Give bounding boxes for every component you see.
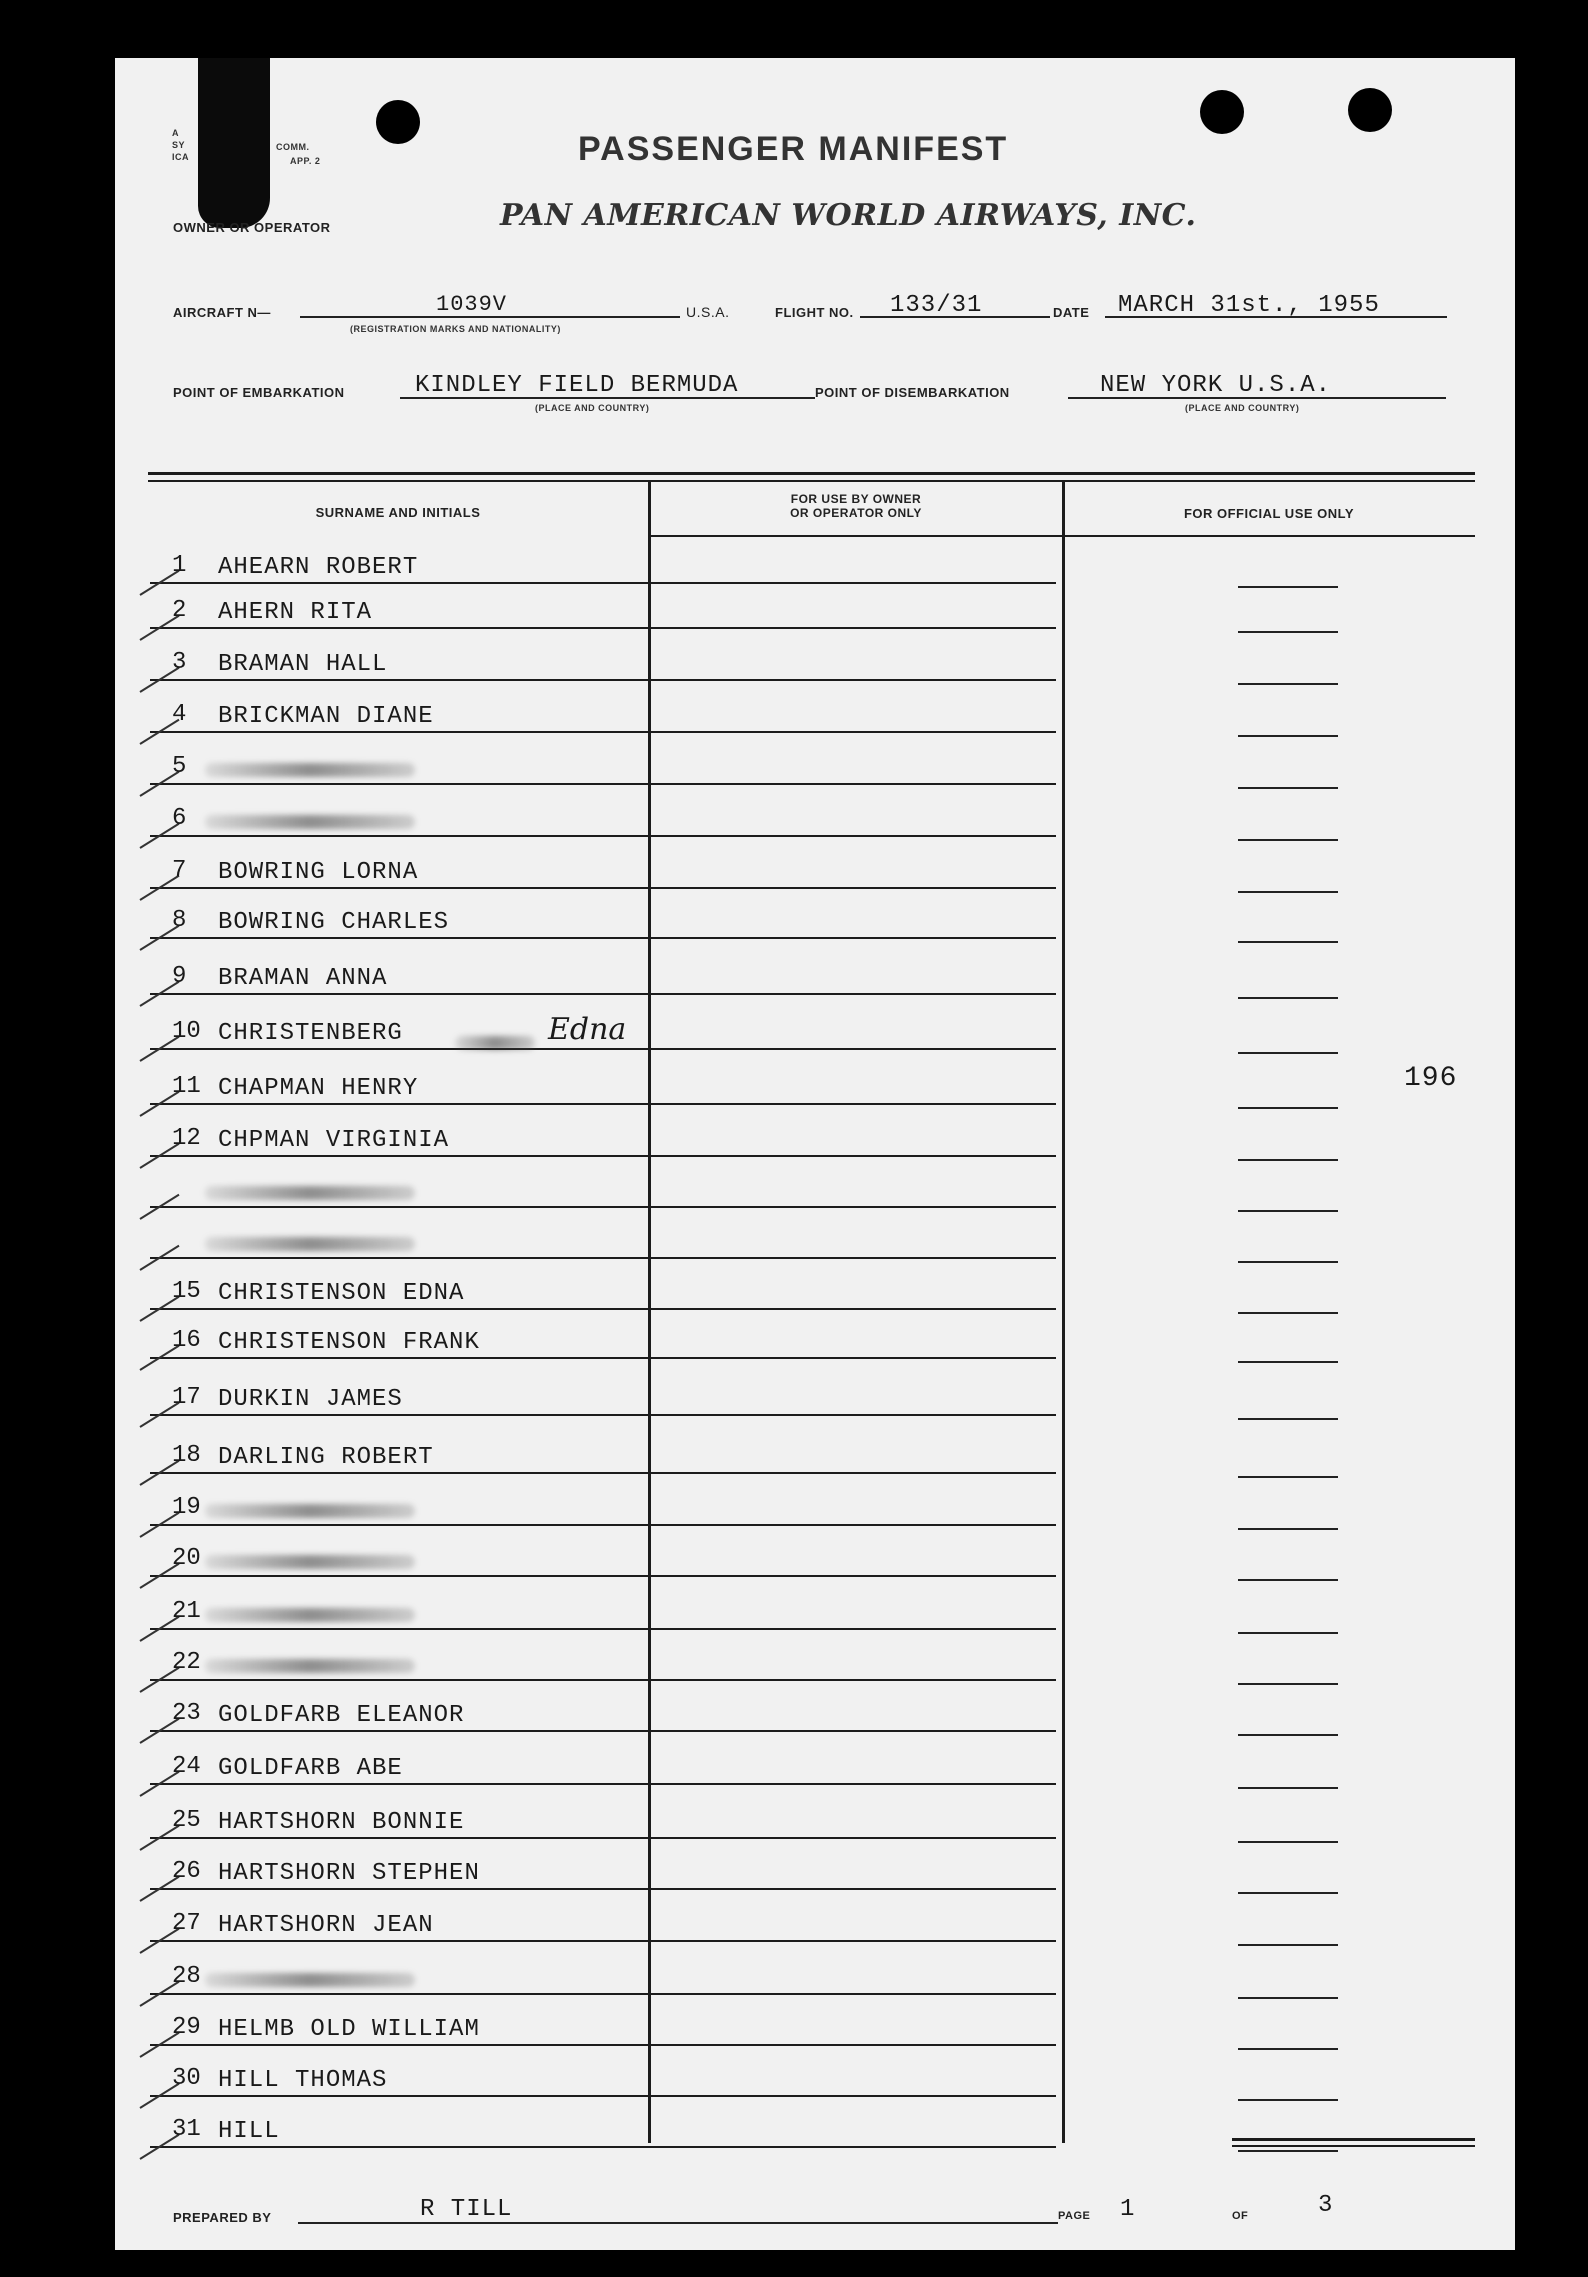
row-number: 17 [172, 1384, 201, 1411]
table-bottom-rule-2 [1232, 2145, 1475, 2147]
row-number: 31 [172, 2116, 201, 2143]
form-code-1: A [172, 128, 179, 138]
redacted-name [205, 815, 415, 829]
official-use-mark [1238, 1159, 1338, 1161]
page-value: 1 [1120, 2196, 1136, 2223]
punch-hole-left [376, 100, 420, 144]
airline-name: PAN AMERICAN WORLD AIRWAYS, INC. [500, 198, 1197, 233]
official-use-mark [1238, 941, 1338, 943]
passenger-name: GOLDFARB ABE [218, 1755, 403, 1782]
passenger-name: GOLDFARB ELEANOR [218, 1702, 465, 1729]
row-number: 24 [172, 1753, 201, 1780]
redacted-name [205, 1237, 415, 1251]
row-number: 7 [172, 857, 187, 884]
handwritten-edna: Edna [548, 1012, 627, 1047]
form-comm: COMM. [276, 142, 310, 152]
row-number: 8 [172, 907, 187, 934]
official-use-mark [1238, 1841, 1338, 1843]
row-rule [150, 731, 1056, 733]
official-use-mark [1238, 1579, 1338, 1581]
passenger-name: BOWRING LORNA [218, 859, 419, 886]
redacted-name [205, 1608, 415, 1622]
official-use-mark [1238, 997, 1338, 999]
disembarkation-label: POINT OF DISEMBARKATION [815, 385, 1010, 400]
flight-label: FLIGHT NO. [775, 305, 854, 320]
passenger-name: CHRISTENSON EDNA [218, 1280, 465, 1307]
prepared-by-value: R TILL [420, 2196, 513, 2223]
redacted-name [205, 1555, 415, 1569]
row-rule [150, 582, 1056, 584]
column-divider-2 [1062, 480, 1065, 2143]
prepared-by-label: PREPARED BY [173, 2210, 272, 2225]
official-use-mark [1238, 1476, 1338, 1478]
row-rule [150, 1628, 1056, 1630]
row-number: 27 [172, 1910, 201, 1937]
redacted-name [205, 1659, 415, 1673]
passenger-name: HARTSHORN BONNIE [218, 1809, 465, 1836]
passenger-name: CHRISTENBERG [218, 1020, 403, 1047]
redaction-mark [455, 1036, 535, 1050]
form-code-2: SY [172, 140, 186, 150]
page-title: PASSENGER MANIFEST [578, 130, 1009, 168]
row-number: 2 [172, 597, 187, 624]
passenger-name: CHAPMAN HENRY [218, 1075, 419, 1102]
official-use-mark [1238, 586, 1338, 588]
passenger-name: HILL THOMAS [218, 2067, 388, 2094]
row-number: 9 [172, 963, 187, 990]
prepared-by-underline [298, 2222, 1058, 2224]
date-value: MARCH 31st., 1955 [1118, 292, 1380, 319]
official-use-mark [1238, 1210, 1338, 1212]
redacted-name [205, 1504, 415, 1518]
row-number: 30 [172, 2065, 201, 2092]
row-number: 25 [172, 1807, 201, 1834]
row-number: 15 [172, 1278, 201, 1305]
row-rule [150, 783, 1056, 785]
header-bottom-rule [650, 535, 1475, 537]
row-rule [150, 1472, 1056, 1474]
passenger-name: DURKIN JAMES [218, 1386, 403, 1413]
column-header-owner-1: FOR USE BY OWNER [790, 492, 922, 506]
column-header-official: FOR OFFICIAL USE ONLY [1183, 506, 1355, 521]
date-label: DATE [1053, 305, 1090, 320]
torn-corner [198, 58, 270, 228]
redacted-name [205, 763, 415, 777]
row-rule [150, 1679, 1056, 1681]
row-rule [150, 1837, 1056, 1839]
official-use-mark [1238, 683, 1338, 685]
row-rule [150, 2044, 1056, 2046]
official-use-mark [1238, 1892, 1338, 1894]
row-rule [150, 2146, 1056, 2148]
official-use-mark [1238, 1997, 1338, 1999]
row-rule [150, 937, 1056, 939]
row-rule [150, 1993, 1056, 1995]
row-rule [150, 887, 1056, 889]
row-number: 26 [172, 1858, 201, 1885]
row-rule [150, 1524, 1056, 1526]
row-rule [150, 1257, 1056, 1259]
place-note-embark: (PLACE AND COUNTRY) [535, 403, 650, 413]
row-rule [150, 1783, 1056, 1785]
redacted-name [205, 1973, 415, 1987]
official-use-mark [1238, 1418, 1338, 1420]
official-use-mark [1238, 1787, 1338, 1789]
official-use-mark [1238, 839, 1338, 841]
passenger-name: CHPMAN VIRGINIA [218, 1127, 450, 1154]
passenger-name: DARLING ROBERT [218, 1444, 434, 1471]
row-number: 20 [172, 1545, 201, 1572]
row-rule [150, 2095, 1056, 2097]
row-number: 23 [172, 1700, 201, 1727]
passenger-name: CHRISTENSON FRANK [218, 1329, 480, 1356]
row-rule [150, 1888, 1056, 1890]
official-use-mark [1238, 1052, 1338, 1054]
official-use-mark [1238, 891, 1338, 893]
official-use-mark [1238, 631, 1338, 633]
of-value: 3 [1318, 2192, 1334, 2219]
passenger-name: BRAMAN ANNA [218, 965, 388, 992]
aircraft-value: 1039V [436, 292, 508, 317]
row-rule [150, 1575, 1056, 1577]
row-rule [150, 1414, 1056, 1416]
row-rule [150, 1357, 1056, 1359]
registration-note: (REGISTRATION MARKS AND NATIONALITY) [350, 324, 561, 334]
passenger-name: BRAMAN HALL [218, 651, 388, 678]
column-header-owner-2: OR OPERATOR ONLY [790, 506, 922, 520]
row-rule [150, 1048, 1056, 1050]
official-use-mark [1238, 2150, 1338, 2152]
punch-hole-right-1 [1200, 90, 1244, 134]
embarkation-value: KINDLEY FIELD BERMUDA [415, 372, 739, 399]
official-use-mark [1238, 2048, 1338, 2050]
row-number: 21 [172, 1598, 201, 1625]
table-bottom-rule-1 [1232, 2138, 1475, 2141]
redacted-name [205, 1186, 415, 1200]
row-rule [150, 1155, 1056, 1157]
disembarkation-value: NEW YORK U.S.A. [1100, 372, 1332, 399]
official-use-mark [1238, 1312, 1338, 1314]
row-number: 22 [172, 1649, 201, 1676]
table-top-rule-1 [148, 472, 1475, 475]
official-number: 196 [1404, 1063, 1458, 1094]
row-rule [150, 1206, 1056, 1208]
flight-value: 133/31 [890, 292, 983, 319]
official-use-mark [1238, 1944, 1338, 1946]
row-rule [150, 1308, 1056, 1310]
row-number: 11 [172, 1073, 201, 1100]
row-number: 10 [172, 1018, 201, 1045]
row-rule [150, 1103, 1056, 1105]
table-top-rule-2 [148, 480, 1475, 482]
passenger-name: HARTSHORN JEAN [218, 1912, 434, 1939]
form-code-3: ICA [172, 152, 189, 162]
passenger-name: AHEARN ROBERT [218, 554, 419, 581]
row-number: 16 [172, 1327, 201, 1354]
aircraft-label: AIRCRAFT N— [173, 305, 271, 320]
official-use-mark [1238, 1734, 1338, 1736]
official-use-mark [1238, 1261, 1338, 1263]
passenger-name: HARTSHORN STEPHEN [218, 1860, 480, 1887]
row-number: 3 [172, 649, 187, 676]
passenger-name: AHERN RITA [218, 599, 373, 626]
usa-label: U.S.A. [686, 304, 730, 320]
official-use-mark [1238, 787, 1338, 789]
of-label: OF [1232, 2210, 1249, 2222]
row-number: 18 [172, 1442, 201, 1469]
official-use-mark [1238, 1683, 1338, 1685]
row-rule [150, 835, 1056, 837]
column-header-surname: SURNAME AND INITIALS [315, 505, 481, 520]
row-rule [150, 1730, 1056, 1732]
form-app: APP. 2 [290, 156, 321, 166]
row-number: 12 [172, 1125, 201, 1152]
official-use-mark [1238, 2099, 1338, 2101]
official-use-mark [1238, 1632, 1338, 1634]
page-label: PAGE [1058, 2210, 1091, 2222]
place-note-disembark: (PLACE AND COUNTRY) [1185, 403, 1300, 413]
official-use-mark [1238, 735, 1338, 737]
row-number: 1 [172, 552, 187, 579]
row-rule [150, 679, 1056, 681]
official-use-mark [1238, 1107, 1338, 1109]
passenger-name: HILL [218, 2118, 280, 2145]
passenger-name: BOWRING CHARLES [218, 909, 450, 936]
embarkation-label: POINT OF EMBARKATION [173, 385, 345, 400]
row-number: 19 [172, 1494, 201, 1521]
passenger-name: HELMB OLD WILLIAM [218, 2016, 480, 2043]
row-number: 6 [172, 805, 187, 832]
row-rule [150, 627, 1056, 629]
row-number: 5 [172, 753, 187, 780]
row-number: 28 [172, 1963, 201, 1990]
column-divider-1 [648, 480, 651, 2143]
row-number: 4 [172, 701, 187, 728]
row-rule [150, 993, 1056, 995]
owner-label: OWNER OR OPERATOR [173, 220, 331, 235]
passenger-name: BRICKMAN DIANE [218, 703, 434, 730]
official-use-mark [1238, 1528, 1338, 1530]
punch-hole-right-2 [1348, 88, 1392, 132]
official-use-mark [1238, 1361, 1338, 1363]
row-number: 29 [172, 2014, 201, 2041]
row-rule [150, 1940, 1056, 1942]
